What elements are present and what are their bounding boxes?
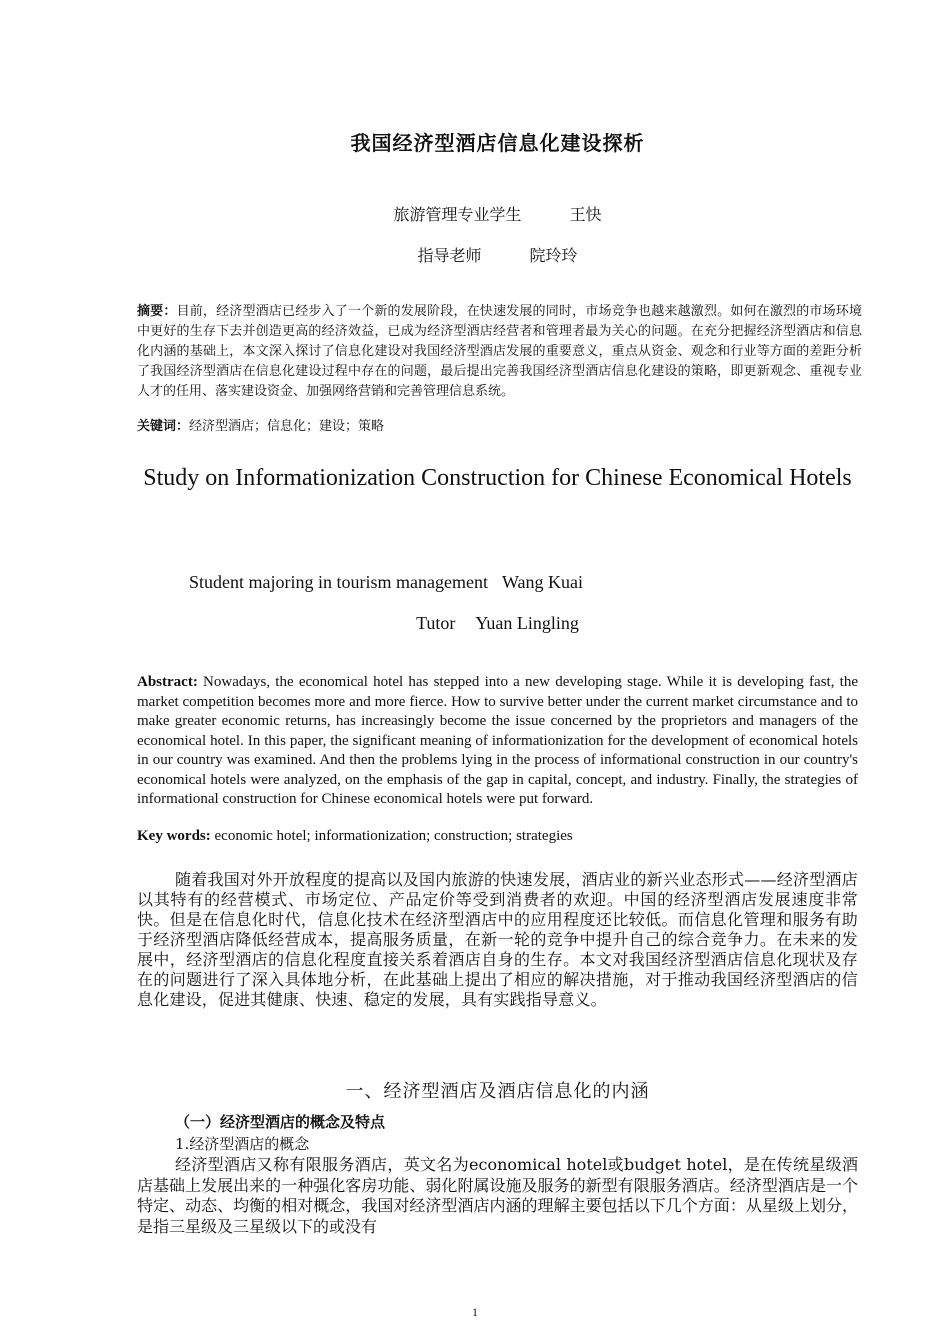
chinese-keywords (137, 417, 858, 437)
subsection-heading: （一）经济型酒店的概念及特点 (175, 1113, 386, 1131)
chinese-tutor-role: 指导老师 (417, 246, 482, 265)
english-abstract-label: Abstract: (137, 674, 198, 690)
chinese-abstract-label: 摘要： (137, 304, 177, 319)
chinese-keywords-text: 经济型酒店；信息化；建设；策略 (189, 419, 385, 434)
chinese-author-name: 王快 (569, 205, 602, 224)
english-keywords-text: economic hotel; informationization; construction; strategies (210, 828, 573, 844)
page-number: 1 (472, 1305, 478, 1319)
chinese-title: 我国经济型酒店信息化建设探析 (350, 131, 645, 155)
english-abstract (137, 673, 858, 810)
english-tutor-name: Yuan Lingling (475, 613, 579, 633)
english-abstract-text: Nowadays, the economical hotel has stepped into a new developing stage. While it is developing fast, the market competition becomes more and more fierce. How to survive better under the current market circumstance and to make greater economic returns, has increasingly become the issue concerned by the proprietors and managers of the economical hotel. In this paper, the significant meaning of informationization for the development of economical hotels in our country was examined. And then the problems lying in the process of informational construction in our country's economical hotels were analyzed, on the emphasis of the gap in capital, concept, and industry. Finally, the strategies of informational construction for Chinese economical hotels were put forward. (137, 674, 858, 807)
subsubsection-heading: 1.经济型酒店的概念 (175, 1135, 310, 1153)
section-heading: 一、经济型酒店及酒店信息化的内涵 (345, 1081, 650, 1102)
english-keywords-label: Key words: (137, 828, 211, 844)
english-author-role: Student majoring in tourism management (189, 572, 488, 592)
english-author-line (189, 572, 583, 593)
body-paragraph: 经济型酒店又称有限服务酒店，英文名为economical hotel或budget hotel，是在传统星级酒店基础上发展出来的一种强化客房功能、弱化附属设施及服务的新型有限服务酒店。经济型酒店是一个特定、动态、均衡的相对概念，我国对经济型酒店内涵的理解主要包括以下几个方面：从星级上划分，是指三星级及三星级以下的或没有 (137, 1155, 858, 1236)
chinese-tutor-name: 院玲玲 (529, 246, 578, 265)
chinese-tutor-line (137, 243, 858, 266)
english-keywords (137, 827, 858, 847)
chinese-abstract-text: 目前，经济型酒店已经步入了一个新的发展阶段，在快速发展的同时，市场竞争也越来越激烈。如何在激烈的市场环境中更好的生存下去并创造更高的经济效益，已成为经济型酒店经营者和管理者最为关心的问题。在充分把握经济型酒店和信息化内涵的基础上，本文深入探讨了信息化建设对我国经济型酒店发展的重要意义，重点从资金、观念和行业等方面的差距分析了我国经济型酒店在信息化建设过程中存在的问题，最后提出完善我国经济型酒店信息化建设的策略，即更新观念、重视专业人才的任用、落实建设资金、加强网络营销和完善管理信息系统。 (137, 304, 862, 399)
english-author-name: Wang Kuai (501, 572, 583, 592)
english-tutor-role: Tutor (416, 613, 456, 633)
chinese-author-line (137, 202, 858, 225)
english-title: Study on Informationization Construction for Chinese Economical Hotels (143, 465, 852, 491)
chinese-abstract (137, 302, 862, 402)
english-tutor-line (137, 613, 858, 634)
introduction-paragraph: 随着我国对外开放程度的提高以及国内旅游的快速发展，酒店业的新兴业态形式——经济型酒店以其特有的经营模式、市场定位、产品定价等受到消费者的欢迎。中国的经济型酒店发展速度非常快。但是在信息化时代，信息化技术在经济型酒店中的应用程度还比较低。而信息化管理和服务有助于经济型酒店降低经营成本，提高服务质量，在新一轮的竞争中提升自己的综合竞争力。在未来的发展中，经济型酒店的信息化程度直接关系着酒店自身的生存。本文对我国经济型酒店信息化现状及存在的问题进行了深入具体地分析，在此基础上提出了相应的解决措施，对于推动我国经济型酒店的信息化建设，促进其健康、快速、稳定的发展，具有实践指导意义。 (137, 870, 858, 1009)
chinese-keywords-label: 关键词： (137, 419, 190, 434)
chinese-author-role: 旅游管理专业学生 (393, 205, 522, 224)
